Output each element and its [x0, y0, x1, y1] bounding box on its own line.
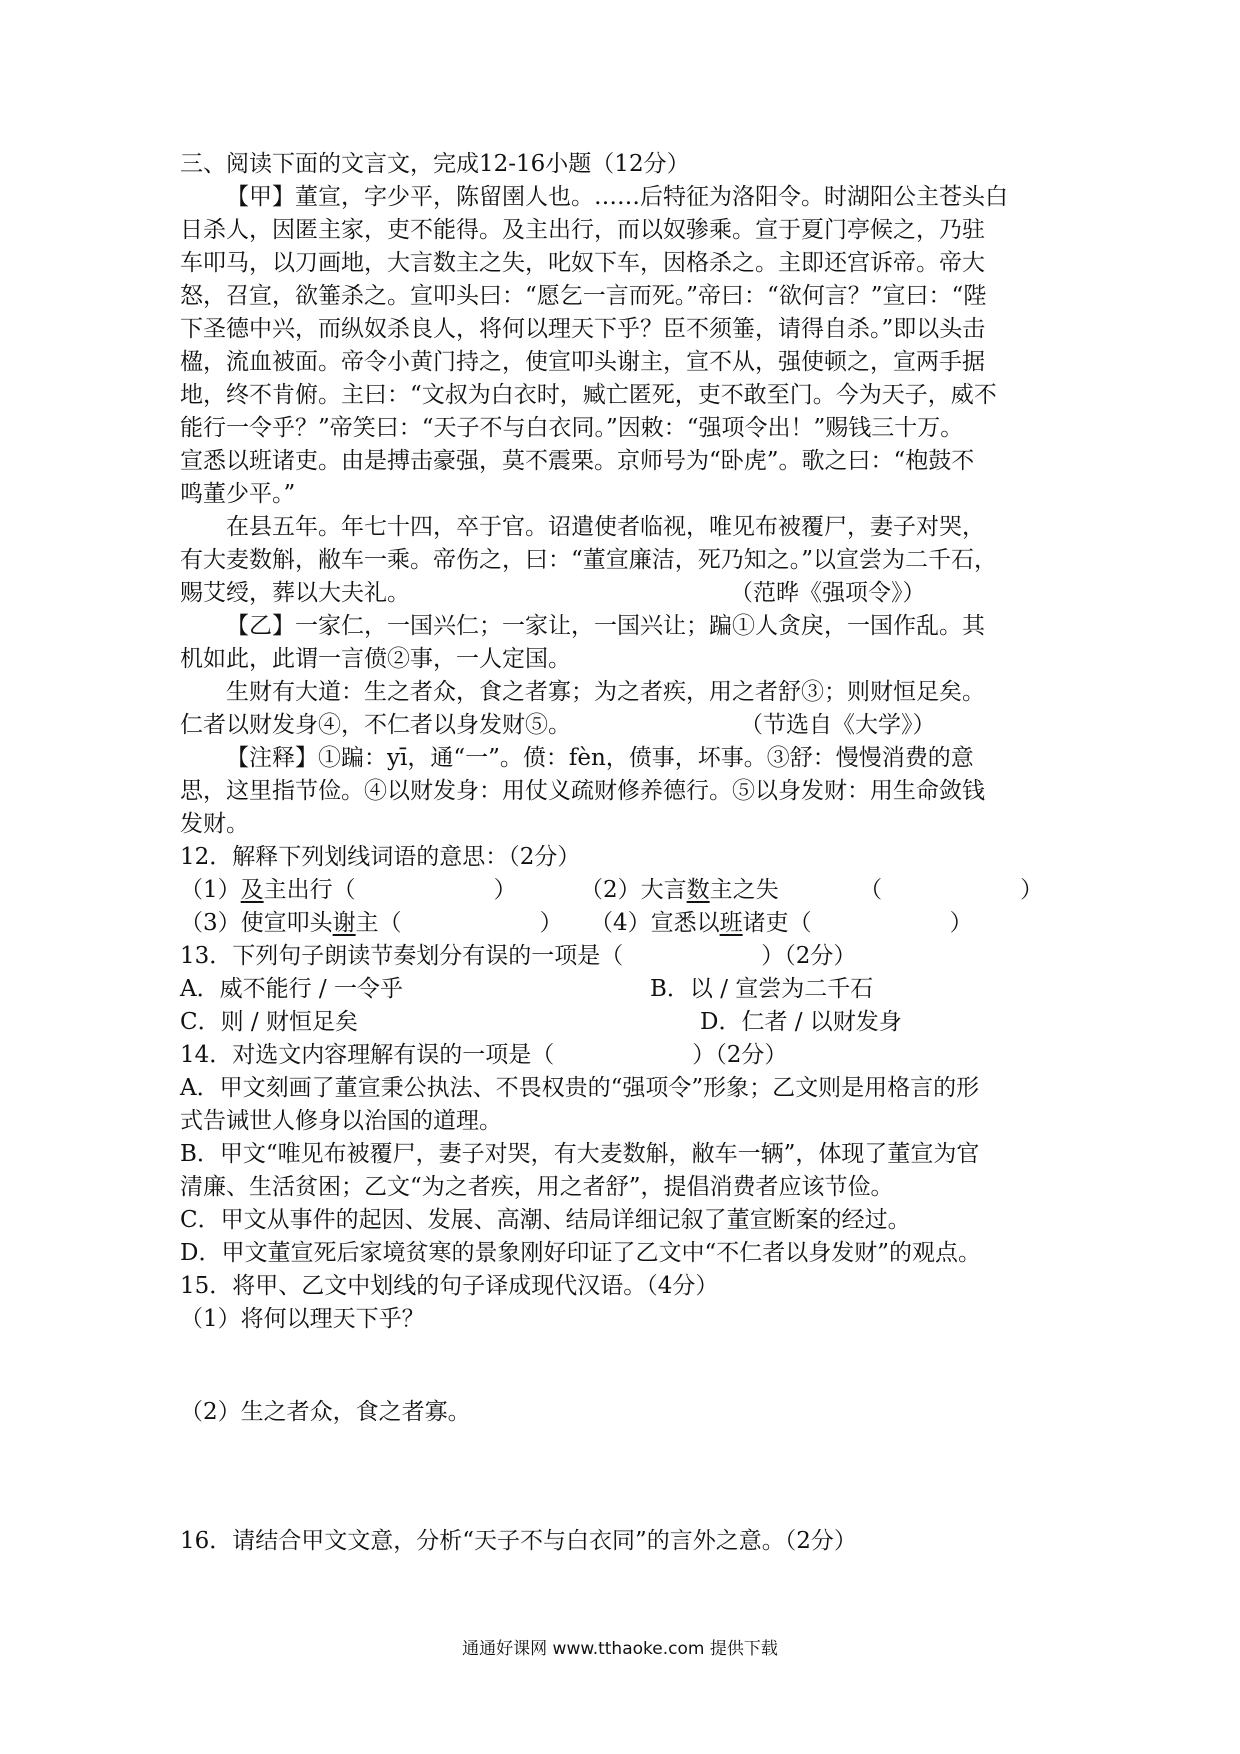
question-item: （3）使宣叩头谢主（ ） — [180, 910, 563, 936]
option-d: D．仁者 / 以财发身 — [700, 1009, 902, 1035]
passage-line-with-source — [180, 709, 1080, 742]
question-13 — [180, 940, 1080, 1039]
passage-line: 怒，召宣，欲箠杀之。宣叩头曰：“愿乞一言而死。”帝曰：“欲何言？”宣曰：“陛 — [180, 283, 987, 309]
note-line: 发财。 — [180, 811, 249, 837]
note-line: 【注释】①蹁：yī，通“一”。偾：fèn，偾事，坏事。③舒：慢慢消费的意 — [226, 745, 974, 771]
question-item: （2）大言数主之失 （ ） — [580, 877, 1044, 903]
option-row — [180, 973, 1080, 1006]
option-a: A．威不能行 / 一令乎 — [180, 976, 403, 1002]
question-items-row — [180, 907, 1080, 940]
option-line: C．甲文从事件的起因、发展、高潮、结局详细记叙了董宣断案的经过。 — [180, 1207, 911, 1233]
section-title: 三、阅读下面的文言文，完成12-16小题（12分） — [180, 151, 690, 177]
passage-line: 赐艾绶，葬以大夫礼。 — [180, 580, 410, 606]
option-row — [180, 1006, 1080, 1039]
passage-line: 下圣德中兴，而纵奴杀良人，将何以理天下乎？臣不须箠，请得自杀。”即以头击 — [180, 316, 986, 342]
translation-sentence-2: （2）生之者众，食之者寡。 — [180, 1399, 471, 1425]
passage-line: 有大麦数斛，敝车一乘。帝伤之，曰：“董宣廉洁，死乃知之。”以宣尝为二千石， — [180, 547, 998, 573]
passage-line: 仁者以财发身④，不仁者以身发财⑤。 — [180, 712, 571, 738]
question-stem: 13．下列句子朗读节奏划分有误的一项是（ ）（2分） — [180, 943, 857, 969]
question-stem: 16．请结合甲文文意，分析“天子不与白衣同”的言外之意。（2分） — [180, 1528, 857, 1554]
passage-line: 【乙】一家仁，一国兴仁；一家让，一国兴让；蹁①人贪戾，一国作乱。其 — [226, 613, 985, 639]
passage-line: 【甲】董宣，字少平，陈留圉人也。……后特征为洛阳令。时湖阳公主苍头白 — [226, 184, 1008, 210]
question-item: （4）宣悉以班诸吏（ ） — [590, 910, 973, 936]
option-b: B．以 / 宣尝为二千石 — [650, 976, 874, 1002]
question-stem: 12．解释下列划线词语的意思：（2分） — [180, 844, 581, 870]
annotations — [180, 742, 1080, 841]
passage-line: 能行一令乎？”帝笑曰：“天子不与白衣同。”因敕：“强项令出！”赐钱三十万。 — [180, 415, 964, 441]
answer-space[interactable] — [180, 1429, 1080, 1525]
question-items-row — [180, 874, 1080, 907]
question-16 — [180, 1525, 1080, 1558]
passage-source: （范晔《强项令》） — [730, 580, 926, 606]
translation-sentence-1: （1）将何以理天下乎？ — [180, 1306, 425, 1332]
passage-line: 生财有大道：生之者众，食之者寡；为之者疾，用之者舒③；则财恒足矣。 — [226, 679, 985, 705]
question-14 — [180, 1039, 1080, 1270]
question-15 — [180, 1270, 1080, 1525]
question-stem: 14．对选文内容理解有误的一项是（ ）（2分） — [180, 1042, 788, 1068]
passage-line: 机如此，此谓一言偾②事，一人定国。 — [180, 646, 571, 672]
answer-space[interactable] — [180, 1336, 1080, 1396]
option-line: A．甲文刻画了董宣秉公执法、不畏权贵的“强项令”形象；乙文则是用格言的形 — [180, 1075, 980, 1101]
passage-line: 地，终不肯俯。主曰：“文叔为白衣时，臧亡匿死，吏不敢至门。今为天子，威不 — [180, 382, 997, 408]
page-footer: 通通好课网 www.tthaoke.com 提供下载 — [462, 1639, 778, 1659]
passage-jia — [180, 181, 1080, 610]
passage-line: 楹，流血被面。帝令小黄门持之，使宣叩头谢主，宣不从，强使顿之，宣两手据 — [180, 349, 985, 375]
passage-source: （节选自《大学》） — [740, 712, 936, 738]
passage-line: 车叩马，以刀画地，大言数主之失，叱奴下车，因格杀之。主即还宫诉帝。帝大 — [180, 250, 985, 276]
passage-line: 鸣董少平。” — [180, 481, 296, 507]
option-c: C．则 / 财恒足矣 — [180, 1009, 358, 1035]
passage-yi — [180, 610, 1080, 742]
option-line: D．甲文董宣死后家境贫寒的景象刚好印证了乙文中“不仁者以身发财”的观点。 — [180, 1240, 981, 1266]
option-line: B．甲文“唯见布被覆尸，妻子对哭，有大麦数斛，敝车一辆”，体现了董宣为官 — [180, 1141, 980, 1167]
option-line: 清廉、生活贫困；乙文“为之者疾，用之者舒”，提倡消费者应该节俭。 — [180, 1174, 894, 1200]
question-stem: 15．将甲、乙文中划线的句子译成现代汉语。（4分） — [180, 1273, 719, 1299]
passage-line: 日杀人，因匿主家，吏不能得。及主出行，而以奴骖乘。宣于夏门亭候之，乃驻 — [180, 217, 985, 243]
question-item: （1）及主出行（ ） — [180, 877, 517, 903]
passage-line: 宣悉以班诸吏。由是搏击豪强，莫不震栗。京师号为“卧虎”。歌之曰：“枹鼓不 — [180, 448, 975, 474]
passage-line-with-source — [180, 577, 1080, 610]
note-line: 思，这里指节俭。④以财发身：用仗义疏财修养德行。⑤以身发财：用生命敛钱 — [180, 778, 985, 804]
option-line: 式告诫世人修身以治国的道理。 — [180, 1108, 502, 1134]
exam-content — [180, 148, 1080, 1558]
passage-line: 在县五年。年七十四，卒于官。诏遣使者临视，唯见布被覆尸，妻子对哭， — [226, 514, 985, 540]
question-12 — [180, 841, 1080, 940]
